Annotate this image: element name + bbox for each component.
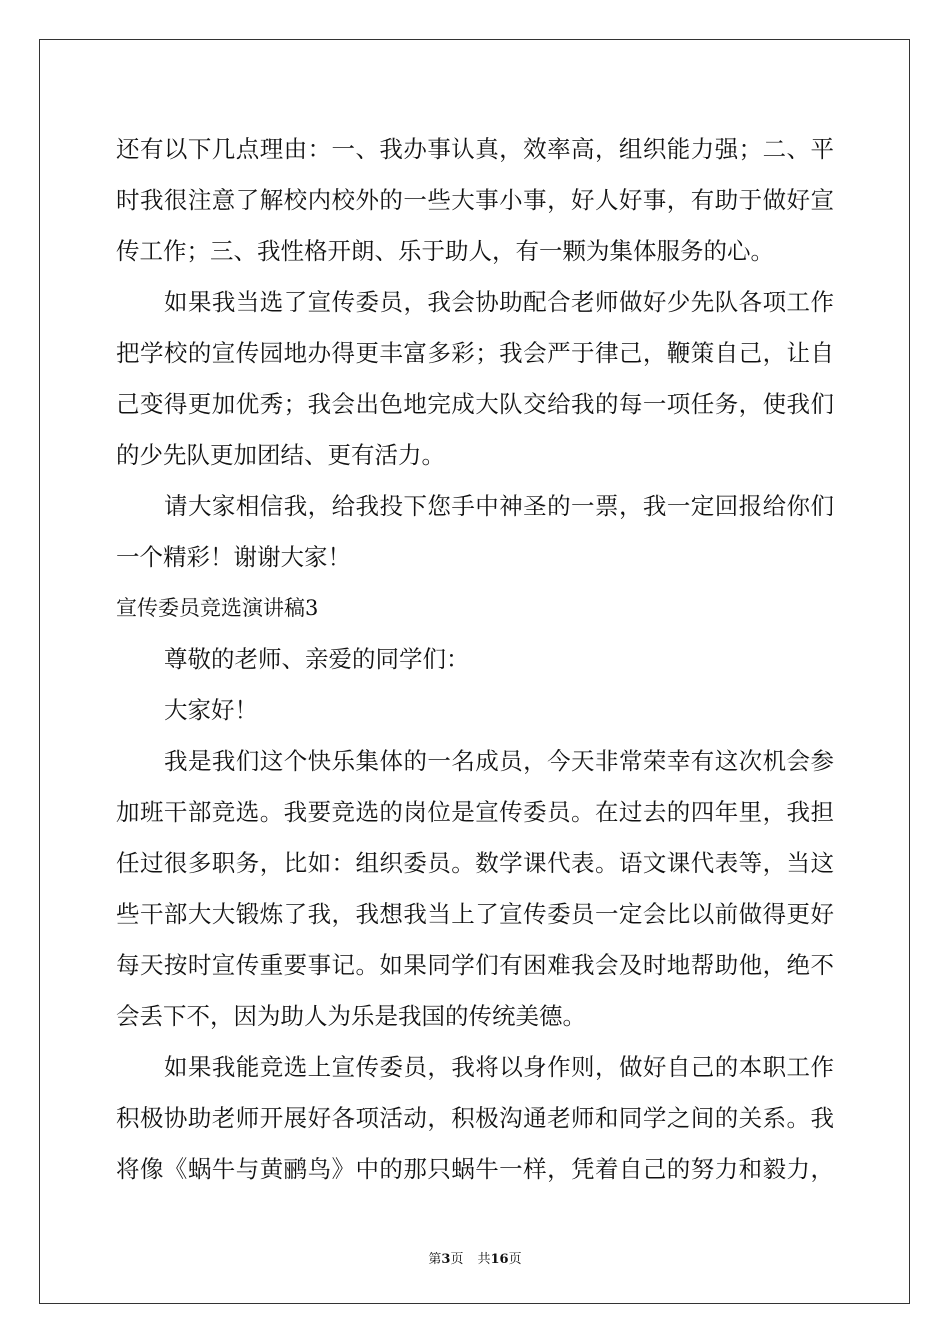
paragraph-line: 还有以下几点理由：一、我办事认真，效率高，组织能力强；二、平 <box>116 135 834 163</box>
paragraph-line: 一个精彩！谢谢大家！ <box>116 543 351 571</box>
paragraph-line: 请大家相信我，给我投下您手中神圣的一票，我一定回报给你们 <box>164 492 834 520</box>
paragraph-line: 积极协助老师开展好各项活动，积极沟通老师和同学之间的关系。我 <box>116 1104 834 1132</box>
paragraph-line: 将像《蜗牛与黄鹂鸟》中的那只蜗牛一样，凭着自己的努力和毅力， <box>116 1155 834 1183</box>
paragraph-line: 些干部大大锻炼了我，我想我当上了宣传委员一定会比以前做得更好 <box>116 900 834 928</box>
paragraph-line: 任过很多职务，比如：组织委员。数学课代表。语文课代表等，当这 <box>116 849 834 877</box>
document-body <box>116 124 834 1195</box>
paragraph-line: 尊敬的老师、亲爱的同学们： <box>164 645 470 673</box>
paragraph-line: 如果我能竞选上宣传委员，我将以身作则，做好自己的本职工作 <box>164 1053 834 1081</box>
paragraph-line: 会丢下不，因为助人为乐是我国的传统美德。 <box>116 1002 586 1030</box>
paragraph-line: 大家好！ <box>164 696 258 724</box>
paragraph-line: 传工作；三、我性格开朗、乐于助人，有一颗为集体服务的心。 <box>116 237 774 265</box>
paragraph-line: 的少先队更加团结、更有活力。 <box>116 441 445 469</box>
footer-total-pages: 16 <box>490 1252 509 1267</box>
footer-page-suffix: 页 <box>450 1252 464 1267</box>
paragraph-line: 每天按时宣传重要事记。如果同学们有困难我会及时地帮助他，绝不 <box>116 951 834 979</box>
footer-page-number: 3 <box>441 1252 451 1267</box>
paragraph-line: 我是我们这个快乐集体的一名成员，今天非常荣幸有这次机会参 <box>164 747 834 775</box>
footer-total-prefix: 共 <box>477 1252 491 1267</box>
page-footer <box>0 1248 950 1267</box>
section-heading: 宣传委员竞选演讲稿3 <box>116 596 319 620</box>
paragraph-line: 时我很注意了解校内校外的一些大事小事，好人好事，有助于做好宣 <box>116 186 834 214</box>
footer-total-suffix: 页 <box>508 1252 522 1267</box>
footer-page-prefix: 第 <box>428 1252 442 1267</box>
paragraph-line: 如果我当选了宣传委员，我会协助配合老师做好少先队各项工作 <box>164 288 834 316</box>
paragraph-line: 己变得更加优秀；我会出色地完成大队交给我的每一项任务，使我们 <box>116 390 834 418</box>
paragraph-line: 把学校的宣传园地办得更丰富多彩；我会严于律己，鞭策自己，让自 <box>116 339 834 367</box>
paragraph-line: 加班干部竞选。我要竞选的岗位是宣传委员。在过去的四年里，我担 <box>116 798 834 826</box>
